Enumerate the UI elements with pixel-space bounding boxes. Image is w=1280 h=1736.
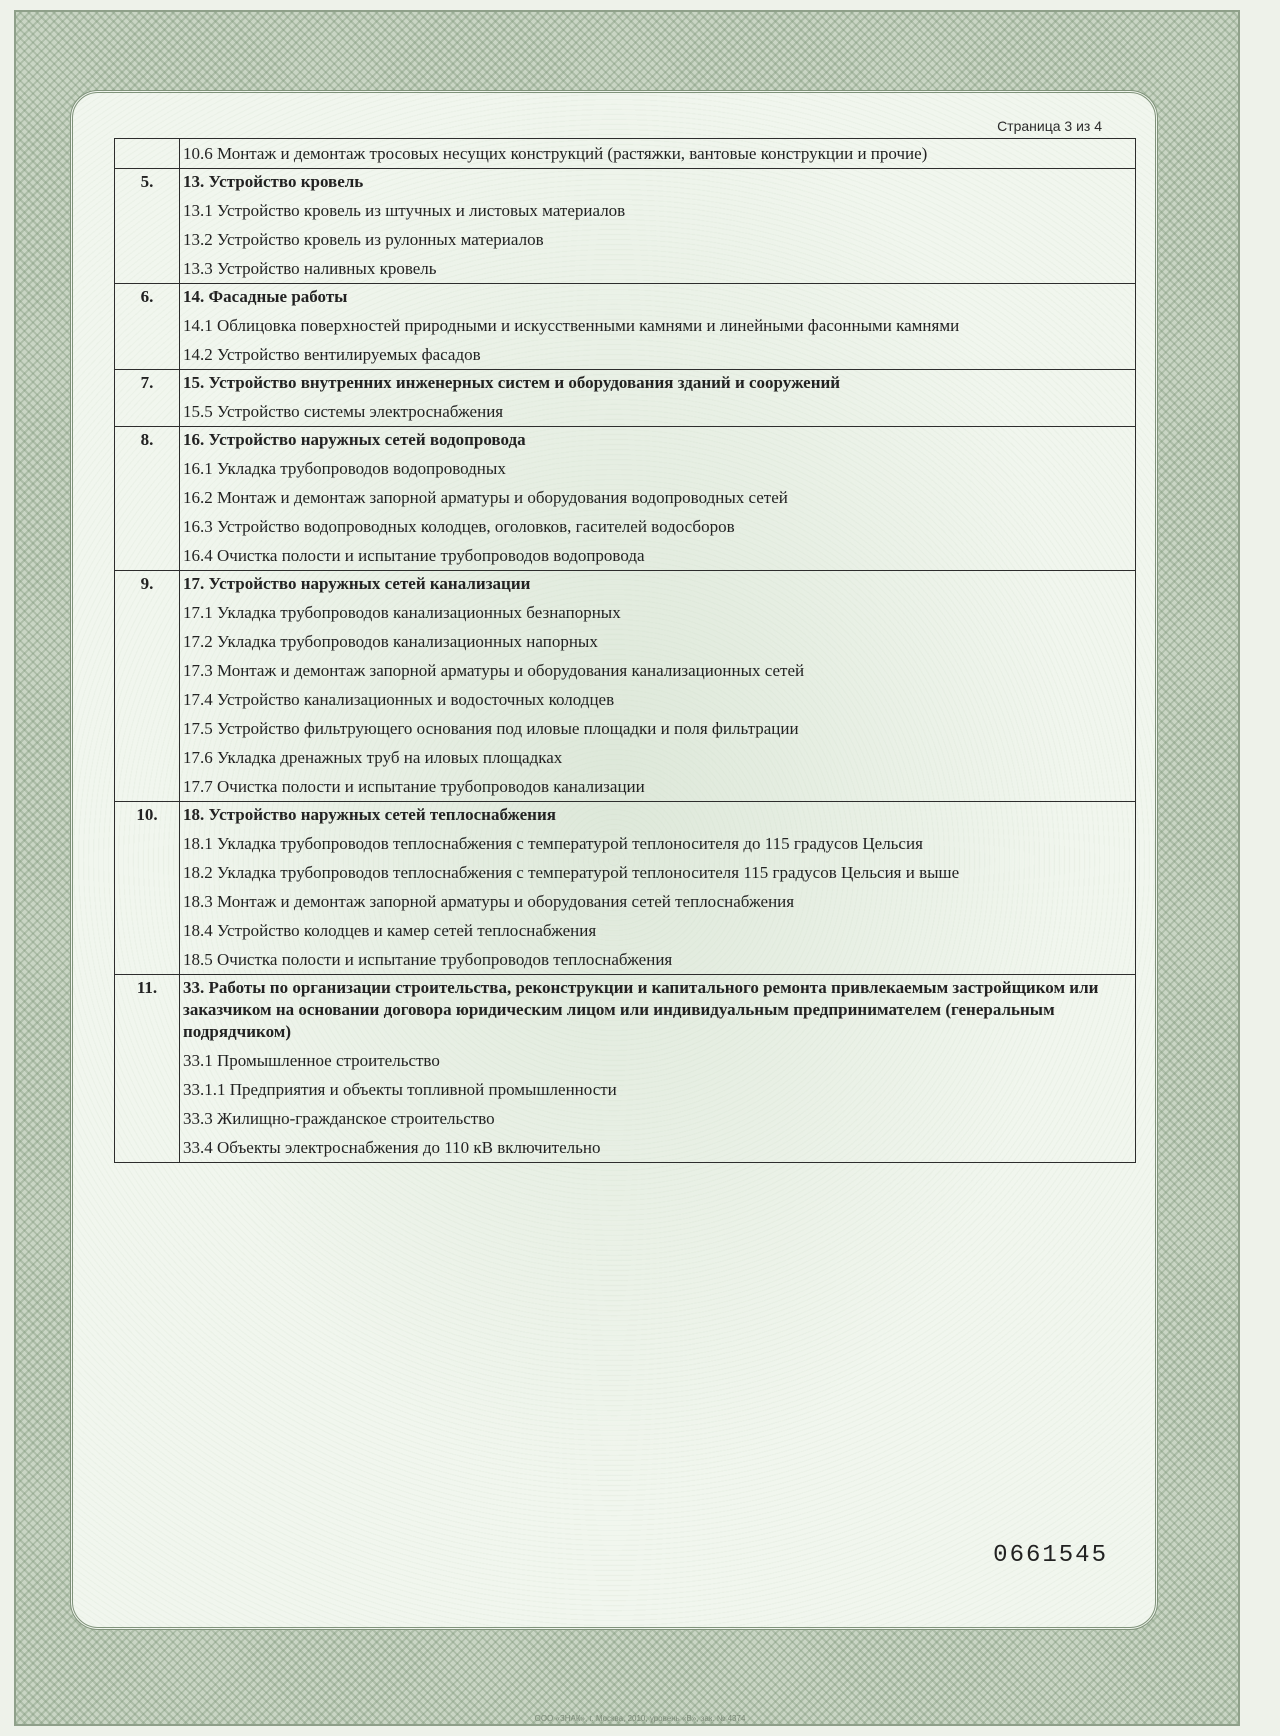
work-item: 18.3 Монтаж и демонтаж запорной арматуры и оборудования сетей теплоснабжения bbox=[183, 892, 795, 911]
work-item: 13.3 Устройство наливных кровель bbox=[183, 259, 437, 278]
row-content bbox=[180, 427, 1136, 571]
row-content bbox=[180, 802, 1136, 975]
work-item: 17.1 Укладка трубопроводов канализационных безнапорных bbox=[183, 603, 621, 622]
work-item: 13.1 Устройство кровель из штучных и листовых материалов bbox=[183, 201, 626, 220]
table-row bbox=[115, 802, 1136, 975]
row-number: 9. bbox=[115, 571, 180, 802]
section-heading: 14. Фасадные работы bbox=[183, 287, 348, 306]
works-table bbox=[114, 138, 1136, 1163]
table-row bbox=[115, 169, 1136, 284]
row-number: 6. bbox=[115, 284, 180, 370]
row-content bbox=[180, 370, 1136, 427]
section-heading: 13. Устройство кровель bbox=[183, 172, 364, 191]
work-item: 18.1 Укладка трубопроводов теплоснабжения с температурой теплоносителя до 115 градусов Цельсия bbox=[183, 834, 923, 853]
printer-imprint: ООО «ЗНАК», г. Москва, 2010, уровень «В», зак. № 4374 bbox=[534, 1714, 746, 1723]
row-content bbox=[180, 571, 1136, 802]
work-item: 33.1 Промышленное строительство bbox=[183, 1051, 440, 1070]
work-item: 16.1 Укладка трубопроводов водопроводных bbox=[183, 459, 506, 478]
work-item: 15.5 Устройство системы электроснабжения bbox=[183, 402, 504, 421]
work-item: 17.2 Укладка трубопроводов канализационных напорных bbox=[183, 632, 598, 651]
work-item: 14.2 Устройство вентилируемых фасадов bbox=[183, 345, 481, 364]
table-row bbox=[115, 284, 1136, 370]
table-row bbox=[115, 571, 1136, 802]
row-number: 5. bbox=[115, 169, 180, 284]
work-item: 33.1.1 Предприятия и объекты топливной промышленности bbox=[183, 1080, 617, 1099]
work-item: 10.6 Монтаж и демонтаж тросовых несущих конструкций (растяжки, вантовые конструкции и прочие) bbox=[183, 144, 928, 163]
work-item: 16.3 Устройство водопроводных колодцев, оголовков, гасителей водосборов bbox=[183, 517, 735, 536]
row-content bbox=[180, 975, 1136, 1163]
work-item: 18.2 Укладка трубопроводов теплоснабжения с температурой теплоносителя 115 градусов Цельсия и выше bbox=[183, 863, 960, 882]
table-row bbox=[115, 370, 1136, 427]
row-number: 10. bbox=[115, 802, 180, 975]
work-item: 16.4 Очистка полости и испытание трубопроводов водопровода bbox=[183, 546, 645, 565]
row-number bbox=[115, 139, 180, 169]
work-item: 33.3 Жилищно-гражданское строительство bbox=[183, 1109, 495, 1128]
table-row bbox=[115, 427, 1136, 571]
row-number: 11. bbox=[115, 975, 180, 1163]
section-heading: 16. Устройство наружных сетей водопровода bbox=[183, 430, 526, 449]
serial-number: 0661545 bbox=[993, 1542, 1108, 1569]
row-number: 7. bbox=[115, 370, 180, 427]
work-item: 13.2 Устройство кровель из рулонных материалов bbox=[183, 230, 544, 249]
work-item: 33.4 Объекты электроснабжения до 110 кВ включительно bbox=[183, 1138, 601, 1157]
work-item: 17.3 Монтаж и демонтаж запорной арматуры и оборудования канализационных сетей bbox=[183, 661, 805, 680]
row-content bbox=[180, 139, 1136, 169]
section-heading: 15. Устройство внутренних инженерных систем и оборудования зданий и сооружений bbox=[183, 373, 841, 392]
work-item: 17.4 Устройство канализационных и водосточных колодцев bbox=[183, 690, 615, 709]
table-row bbox=[115, 139, 1136, 169]
work-item: 17.5 Устройство фильтрующего основания под иловые площадки и поля фильтрации bbox=[183, 719, 799, 738]
table-row bbox=[115, 975, 1136, 1163]
work-item: 18.5 Очистка полости и испытание трубопроводов теплоснабжения bbox=[183, 950, 673, 969]
work-item: 14.1 Облицовка поверхностей природными и искусственными камнями и линейными фасонными камнями bbox=[183, 316, 960, 335]
work-item: 17.7 Очистка полости и испытание трубопроводов канализации bbox=[183, 777, 645, 796]
work-item: 17.6 Укладка дренажных труб на иловых площадках bbox=[183, 748, 563, 767]
section-heading: 17. Устройство наружных сетей канализации bbox=[183, 574, 531, 593]
work-item: 16.2 Монтаж и демонтаж запорной арматуры и оборудования водопроводных сетей bbox=[183, 488, 788, 507]
work-item: 18.4 Устройство колодцев и камер сетей теплоснабжения bbox=[183, 921, 597, 940]
row-content bbox=[180, 169, 1136, 284]
page-number: Страница 3 из 4 bbox=[997, 118, 1102, 134]
row-content bbox=[180, 284, 1136, 370]
section-heading: 33. Работы по организации строительства, реконструкции и капитального ремонта привлекаемым застройщиком или заказчиком на основании договора юридическим лицом или индивидуальным предпринимателем (генеральным подрядчиком) bbox=[183, 978, 1099, 1041]
row-number: 8. bbox=[115, 427, 180, 571]
section-heading: 18. Устройство наружных сетей теплоснабжения bbox=[183, 805, 556, 824]
